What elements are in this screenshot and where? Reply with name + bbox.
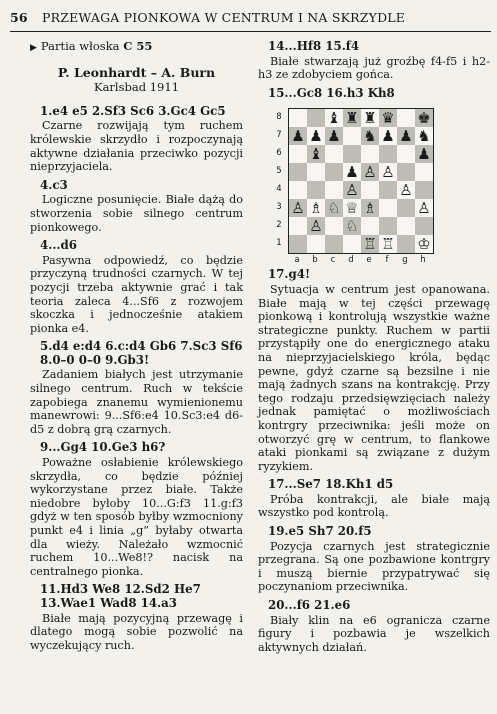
left-annotation-blocks: [30, 105, 243, 658]
square-h7: [415, 127, 433, 145]
move-line: 5.d4 e:d4 6.c:d4 Gb6 7.Sc3 Sf6 8.0–0 0–0 9.Gb3!: [40, 339, 243, 367]
chess-piece-icon: ♟: [309, 126, 323, 145]
square-c5: [325, 163, 343, 181]
move-line: 20...f6 21.e6: [268, 598, 351, 613]
square-a7: [289, 127, 307, 145]
square-h4: [415, 181, 433, 199]
square-c7: [325, 127, 343, 145]
square-a2: [289, 217, 307, 235]
rank-label: 5: [276, 165, 282, 176]
square-b4: [307, 181, 325, 199]
square-a6: [289, 145, 307, 163]
triangle-bullet-icon: ▶: [30, 43, 37, 53]
commentary-paragraph: Białe mają pozycyjną przewagę i dlatego mogą sobie pozwolić na wyczekujący ruch.: [30, 611, 243, 652]
event: Karlsbad 1911: [93, 80, 180, 95]
commentary-paragraph: Białe stwarzają już groźbę f4-f5 i h2-h3 ze zdobyciem gońca.: [258, 54, 490, 82]
commentary-paragraph: Pasywna odpowiedź, co będzie przyczyną trudności czarnych. W tej pozycji trzeba aktywnie grać i tak teoria zaleca 4...Sf6 z rozwojem skoczka i jednocześnie atakiem pionka e4.: [30, 253, 243, 335]
move-line: 15...Gc8 16.h3 Kh8: [268, 85, 395, 100]
rank-label: 6: [276, 147, 282, 158]
square-e3: [361, 199, 379, 217]
square-e6: [361, 145, 379, 163]
square-c6: [325, 145, 343, 163]
chess-piece-icon: ♞: [417, 126, 431, 145]
square-g3: [397, 199, 415, 217]
chess-piece-icon: ♝: [327, 108, 341, 127]
square-h1: [415, 235, 433, 253]
chess-piece-icon: ♟: [291, 126, 305, 145]
square-f5: [379, 163, 397, 181]
players: P. Leonhardt – A. Burn: [57, 64, 216, 80]
square-f7: [379, 127, 397, 145]
square-c1: [325, 235, 343, 253]
move-line: 14...Hf8 15.f4: [268, 39, 360, 53]
commentary-paragraph: Czarne rozwijają tym ruchem królewskie skrzydło i rozpoczynają aktywne działania przeciwko pozycji nieprzyjaciela.: [30, 119, 243, 174]
square-c3: [325, 199, 343, 217]
running-title: PRZEWAGA PIONKOWA W CENTRUM I NA SKRZYDLE: [41, 10, 406, 25]
square-g2: [397, 217, 415, 235]
square-e4: [361, 181, 379, 199]
move-line: 4.c3: [40, 177, 68, 192]
square-a3: [289, 199, 307, 217]
chess-piece-icon: ♟: [417, 144, 431, 163]
move-line: 9...Gg4 10.Ge3 h6?: [40, 440, 166, 455]
file-label: d: [348, 255, 354, 266]
file-label: c: [330, 255, 336, 266]
square-c2: [325, 217, 343, 235]
square-b3: [307, 199, 325, 217]
rank-label: 2: [276, 219, 282, 230]
file-label: f: [385, 255, 389, 266]
square-e7: [361, 127, 379, 145]
square-g4: [397, 181, 415, 199]
page-number: 56: [10, 10, 28, 25]
move-line: 11.Hd3 We8 12.Sd2 He7 13.Wae1 Wad8 14.a3: [40, 582, 201, 610]
chess-piece-icon: ♞: [363, 126, 377, 145]
square-d1: [343, 235, 361, 253]
right-column: [258, 40, 490, 659]
file-label: g: [402, 255, 408, 266]
commentary-paragraph: Poważne osłabienie królewskiego skrzydła, co będzie później wykorzystane przez białe. Także niedobre byłoby 10...G:f3 11.g:f3 gdyż w ten sposób byłby wzmocniony punkt e4 i linia „g” byłaby otwarta dla wieży. Należało wzmocnić ruchem 10...We8!? nacisk na centralnego pionka.: [30, 456, 243, 578]
square-d3: [343, 199, 361, 217]
square-b6: [307, 145, 325, 163]
rank-label: 3: [276, 201, 282, 212]
chess-piece-icon: ♖: [363, 234, 377, 253]
square-a8: [289, 109, 307, 127]
rank-label: 4: [276, 183, 282, 194]
chess-piece-icon: ♘: [345, 216, 359, 235]
page-header: [10, 10, 489, 28]
chess-piece-icon: ♙: [363, 162, 377, 181]
file-labels: [288, 254, 432, 268]
square-e2: [361, 217, 379, 235]
chess-piece-icon: ♟: [381, 126, 395, 145]
eco-code: C 55: [123, 39, 153, 53]
commentary-paragraph: Zadaniem białych jest utrzymanie silnego centrum. Ruch w tekście zapobiega znanemu wymienionemu manewrowi: 9...Sf6:e4 10.Sc3:e4 d6-d5 z dobrą grą czarnych.: [30, 368, 243, 436]
file-label: a: [294, 255, 300, 266]
chess-piece-icon: ♜: [345, 108, 359, 127]
chess-piece-icon: ♟: [345, 162, 359, 181]
rank-label: 8: [276, 111, 282, 122]
chess-piece-icon: ♟: [327, 126, 341, 145]
square-a5: [289, 163, 307, 181]
chess-piece-icon: ♔: [417, 234, 431, 253]
chess-piece-icon: ♙: [399, 180, 413, 199]
file-label: b: [312, 255, 318, 266]
square-f4: [379, 181, 397, 199]
square-g5: [397, 163, 415, 181]
chess-piece-icon: ♙: [309, 216, 323, 235]
square-b2: [307, 217, 325, 235]
square-h6: [415, 145, 433, 163]
rank-labels: [274, 108, 284, 252]
square-h3: [415, 199, 433, 217]
move-line: 17.g4!: [268, 267, 311, 282]
square-g7: [397, 127, 415, 145]
square-b1: [307, 235, 325, 253]
right-annotation-blocks-top: [258, 40, 490, 100]
game-tag: [30, 40, 243, 56]
chess-piece-icon: ♟: [399, 126, 413, 145]
square-h8: [415, 109, 433, 127]
square-g1: [397, 235, 415, 253]
square-f2: [379, 217, 397, 235]
commentary-paragraph: Próba kontrakcji, ale białe mają wszystko pod kontrolą.: [258, 492, 490, 520]
square-c8: [325, 109, 343, 127]
move-line: 17...Se7 18.Kh1 d5: [268, 477, 394, 492]
right-annotation-blocks-bottom: [258, 268, 490, 659]
chess-piece-icon: ♙: [381, 162, 395, 181]
commentary-paragraph: Sytuacja w centrum jest opanowana. Białe mają w tej części przewagę pionkową i kontrolują wszystkie ważne strategiczne punkty. Ruchem w partii przystąpiły one do energicznego ataku na nieprzyjacielskiego króla, będąc pewne, gdyż czarne są bezsilne i nie mają żadnych szans na kontrakcję. Przy tego rodzaju przedsięwzięciach należy jednak pamiętać o możliwościach kontrgry przeciwnika: jeśli może on otworzyć grę w centrum, to flankowe ataki pionkami są związane z dużym ryzykiem.: [258, 282, 490, 473]
square-b8: [307, 109, 325, 127]
move-line: 19.e5 Sh7 20.f5: [268, 524, 372, 539]
chess-piece-icon: ♝: [309, 144, 323, 163]
chess-piece-icon: ♙: [345, 180, 359, 199]
square-d2: [343, 217, 361, 235]
square-d8: [343, 109, 361, 127]
square-e5: [361, 163, 379, 181]
square-d7: [343, 127, 361, 145]
move-line: 1.e4 e5 2.Sf3 Sc6 3.Gc4 Gc5: [40, 103, 226, 118]
square-b7: [307, 127, 325, 145]
chess-piece-icon: ♚: [417, 108, 431, 127]
square-d5: [343, 163, 361, 181]
rank-label: 7: [276, 129, 282, 140]
square-b5: [307, 163, 325, 181]
square-f3: [379, 199, 397, 217]
square-a1: [289, 235, 307, 253]
commentary-paragraph: Logiczne posunięcie. Białe dążą do stworzenia sobie silnego centrum pionkowego.: [30, 193, 243, 234]
square-h2: [415, 217, 433, 235]
chess-piece-icon: ♗: [309, 198, 323, 217]
square-e1: [361, 235, 379, 253]
square-f8: [379, 109, 397, 127]
rank-label: 1: [276, 237, 282, 248]
square-g6: [397, 145, 415, 163]
chess-piece-icon: ♙: [417, 198, 431, 217]
square-f6: [379, 145, 397, 163]
chess-piece-icon: ♖: [381, 234, 395, 253]
chess-board: [288, 108, 434, 254]
chess-diagram: [272, 106, 442, 266]
commentary-paragraph: Biały klin na e6 ogranicza czarne figury i pozbawia je wszelkich aktywnych działań.: [258, 613, 490, 654]
chess-piece-icon: ♙: [291, 198, 305, 217]
square-d4: [343, 181, 361, 199]
square-h5: [415, 163, 433, 181]
chess-piece-icon: ♛: [381, 108, 395, 127]
square-e8: [361, 109, 379, 127]
file-label: e: [366, 255, 372, 266]
commentary-paragraph: Pozycja czarnych jest strategicznie przegrana. Są one pozbawione kontrgry i muszą biernie przypatrywać się poczynaniom przeciwnika.: [258, 539, 490, 594]
left-column: [30, 40, 243, 657]
file-label: h: [420, 255, 426, 266]
move-line: 4...d6: [40, 238, 77, 253]
square-g8: [397, 109, 415, 127]
square-d6: [343, 145, 361, 163]
chess-piece-icon: ♗: [363, 198, 377, 217]
square-c4: [325, 181, 343, 199]
chess-piece-icon: ♘: [327, 198, 341, 217]
square-f1: [379, 235, 397, 253]
chess-piece-icon: ♜: [363, 108, 377, 127]
square-a4: [289, 181, 307, 199]
header-rule: [10, 31, 491, 32]
opening-name: Partia włoska: [40, 39, 120, 53]
chess-piece-icon: ♕: [345, 198, 359, 217]
